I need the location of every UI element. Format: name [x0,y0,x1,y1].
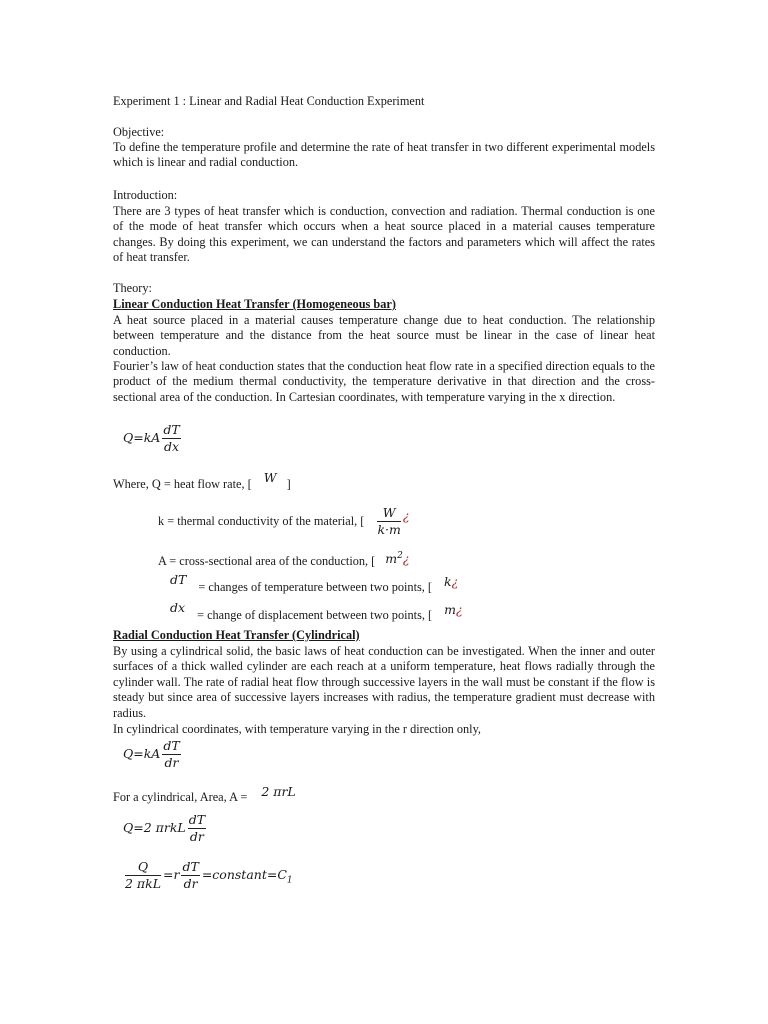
document-title: Experiment 1 : Linear and Radial Heat Conduction Experiment [113,94,425,108]
theory-heading: Theory: [113,281,152,295]
objective-heading: Objective: [113,125,165,139]
linear-conduction-heading: Linear Conduction Heat Transfer (Homogeneous bar) [113,297,396,311]
radial-heat-flow-equation: Q=2 πrkL $\frac{dT}{dr}$ [123,812,206,844]
fourier-equation-radial: Q=kA $\frac{dT}{dr}$ [123,738,180,770]
objective-text: To define the temperature profile and determine the rate of heat transfer in two different experimental models which is linear and radial conduction. [113,140,655,170]
introduction-text: There are 3 types of heat transfer which is conduction, convection and radiation. Thermal conduction is one of the mode of heat transfer which occurs when a heat source placed in a material causes temperature changes. By doing this experiment, we can understand the factors and parameters which will affect the rates of heat transfer. [113,204,655,265]
radial-paragraph-2: In cylindrical coordinates, with temperature varying in the r direction only, [113,722,481,736]
definition-dx: dx = change of displacement between two points, [ m¿ [170,600,463,622]
radial-conduction-heading: Radial Conduction Heat Transfer (Cylindrical) [113,628,360,642]
definition-k: k = thermal conductivity of the material, [ $\frac{W}{k\cdot m}$ ¿ [158,505,410,537]
constant-c1-equation: $\frac{Q}{\text{2 πkL}}$ =r $\frac{dT}{dr}$ $=constant=C_1$ [125,859,293,891]
definition-q: Where, Q = heat flow rate, [ W ] [113,470,291,491]
linear-paragraph-2: Fourier’s law of heat conduction states that the conduction heat flow rate in a specified direction equals to the product of the medium thermal conductivity, the temperature derivative in that direction and the cross-sectional area of the conduction. In Cartesian coordinates, with temperature varying in the x direction. [113,359,655,404]
radial-paragraph-1: By using a cylindrical solid, the basic laws of heat conduction can be investigated. When the inner and outer surfaces of a thick walled cylinder are each reach at a uniform temperature, heat flows radially through the cylinder wall. The rate of radial heat flow through successive layers in the wall must be constant if the flow is steady but since area of successive layers increases with radius, the temperature gradient must decrease with radius. [113,644,655,720]
cylinder-area-definition: For a cylindrical, Area, A = 2 πrL [113,784,296,804]
introduction-heading: Introduction: [113,188,178,202]
linear-paragraph-1: A heat source placed in a material causes temperature change due to heat conduction. The relationship between temperature and the distance from the heat source must be linear in the case of linear heat conduction. [113,313,655,358]
fourier-equation-linear: Q=kA $\frac{dT}{dx}$ [123,422,180,454]
definition-a: A = cross-sectional area of the conduction, [ $m^2¿$ [158,551,410,569]
definition-dt: dT = changes of temperature between two points, [ k¿ [170,572,459,594]
